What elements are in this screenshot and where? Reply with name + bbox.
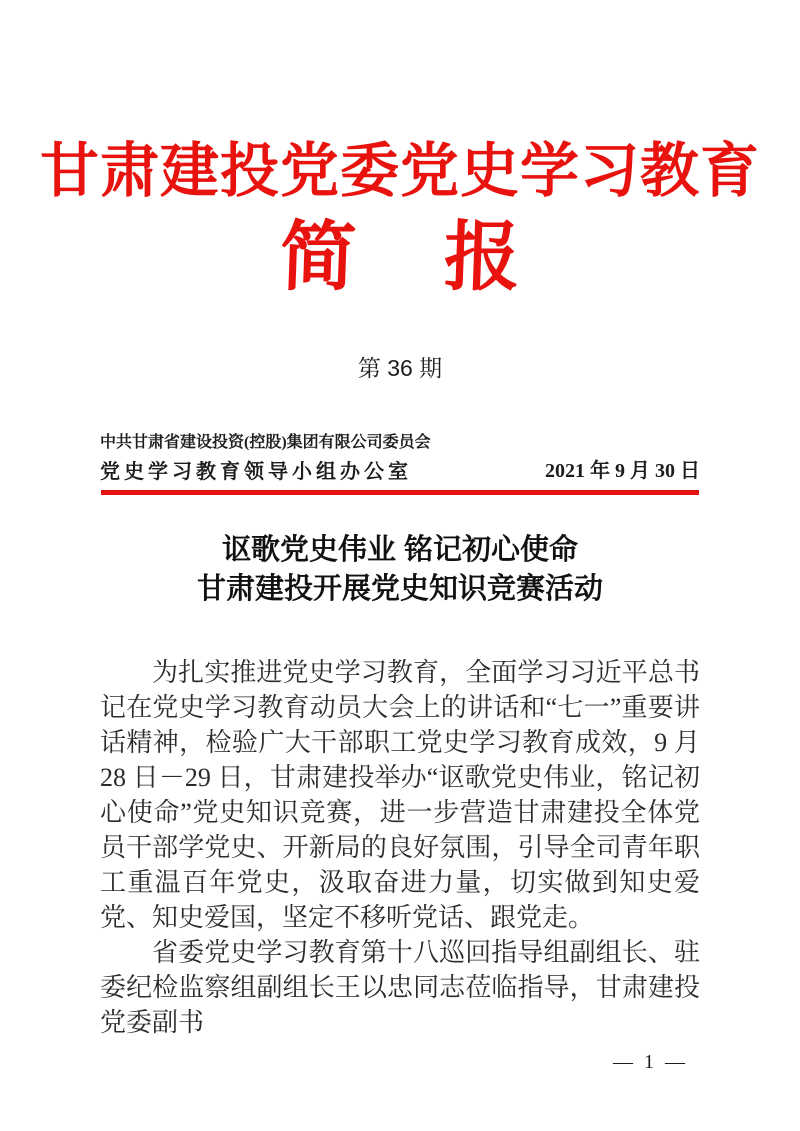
page-number: — 1 — — [613, 1051, 688, 1073]
article-title — [0, 531, 800, 609]
issue-date: 2021 年 9 月 30 日 — [545, 460, 700, 482]
masthead-divider-rule — [101, 490, 699, 495]
article-paragraph-2: 省委党史学习教育第十八巡回指导组副组长、驻委纪检监察组副组长王以忠同志莅临指导，甘肃建投党委副书 — [100, 938, 700, 1037]
issuer-block — [100, 432, 700, 485]
bulletin-name — [0, 216, 800, 300]
article-title-line2: 甘肃建投开展党史知识竞赛活动 — [196, 573, 603, 605]
masthead-title: 甘肃建投党委党史学习教育 — [39, 138, 760, 204]
issue-number: 第 36 期 — [357, 355, 443, 381]
article-paragraph-1: 为扎实推进党史学习教育，全面学习习近平总书记在党史学习教育动员大会上的讲话和“七一”重要讲话精神，检验广大干部职工党史学习教育成效，9 月 28 日－29 日，甘肃建投举办“讴歌党史伟业，铭记初心使命”党史知识竞赛，进一步营造甘肃建投全体党员干部学党史、开新局的良好氛围，引导全司青年职工重温百年党史，汲取奋进力量，切实做到知史爱党、知史爱国，坚定不移听党话、跟党走。 — [100, 658, 700, 932]
article-title-line1: 讴歌党史伟业 铭记初心使命 — [221, 534, 579, 566]
bulletin-name-char-jian: 简 — [278, 216, 358, 300]
article-body — [100, 655, 700, 1040]
bulletin-name-char-bao: 报 — [442, 216, 522, 300]
issuer-org — [100, 432, 431, 485]
issuer-committee-name: 中共甘肃省建设投资(控股)集团有限公司委员会 — [100, 434, 431, 451]
issuer-office-name: 党史学习教育领导小组办公室 — [100, 461, 412, 483]
